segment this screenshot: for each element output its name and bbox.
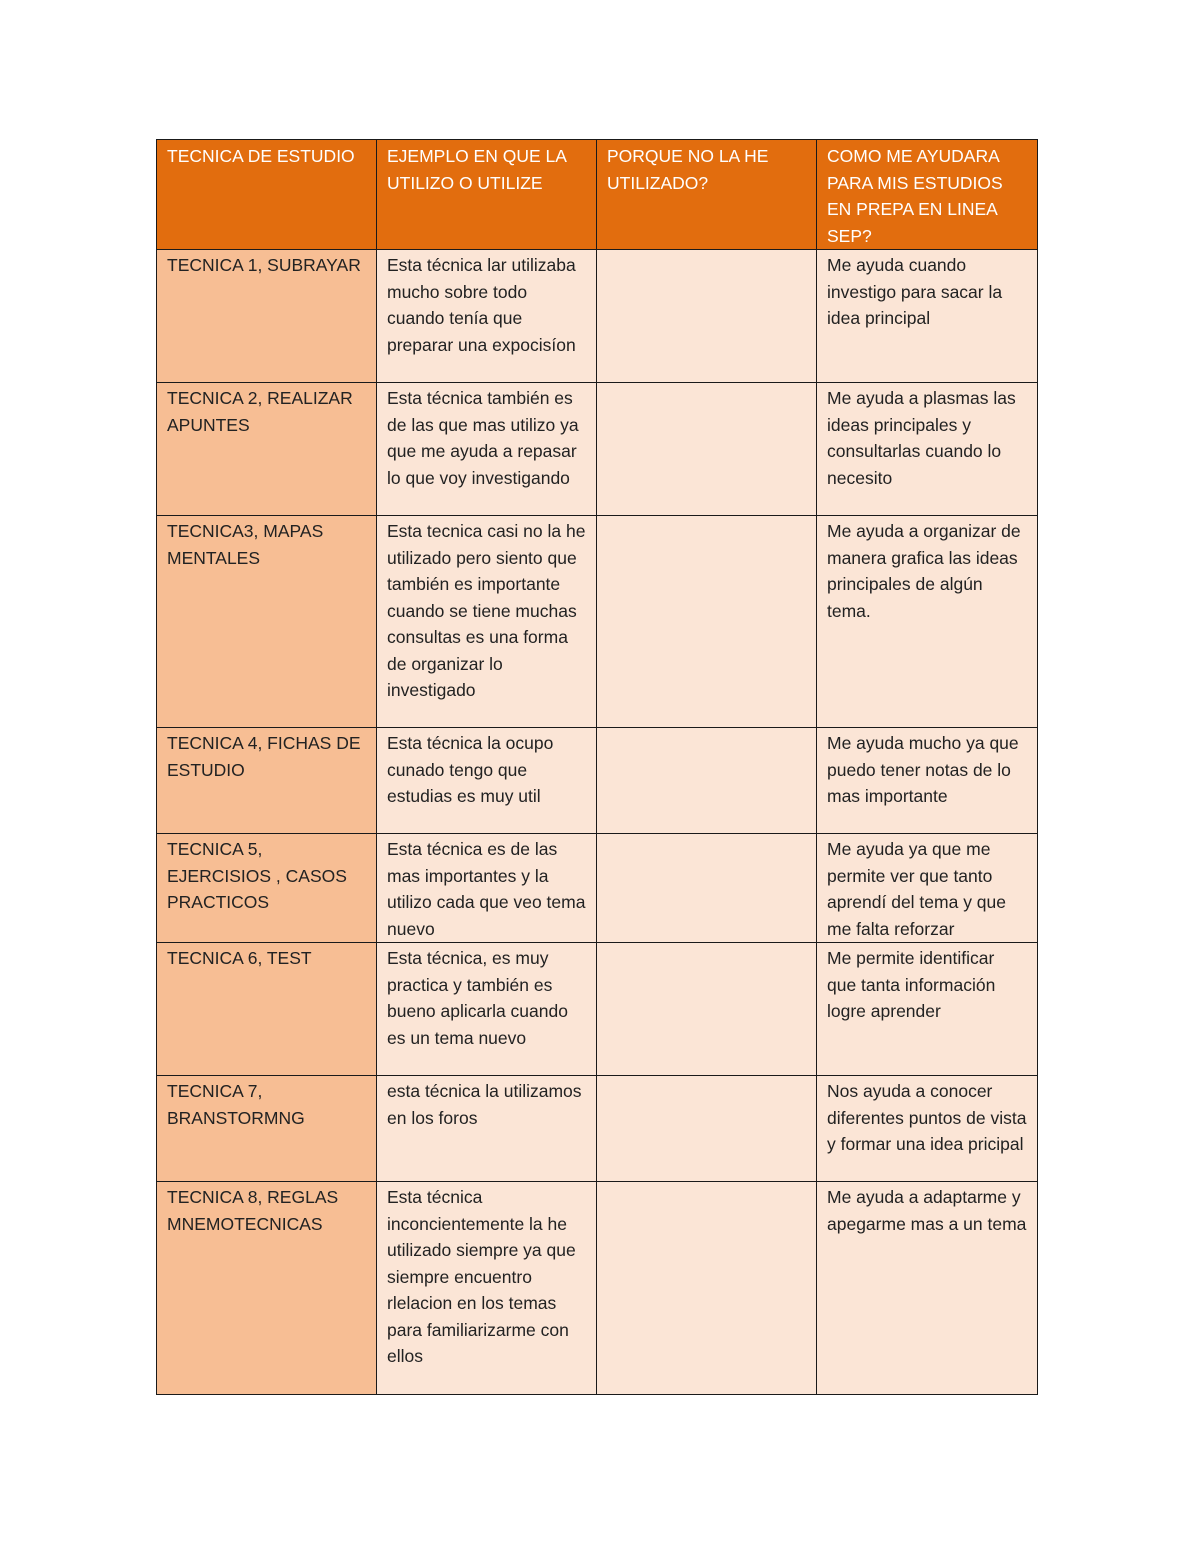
example-cell: Esta técnica lar utilizaba mucho sobre todo cuando tenía que preparar una expocisíon xyxy=(377,250,597,383)
how-helps-cell: Me permite identificar que tanta información logre aprender xyxy=(817,943,1038,1076)
why-not-cell xyxy=(597,728,817,834)
technique-cell: TECNICA 8, REGLAS MNEMOTECNICAS xyxy=(157,1182,377,1395)
example-cell: Esta técnica, es muy practica y también es bueno aplicarla cuando es un tema nuevo xyxy=(377,943,597,1076)
technique-cell: TECNICA 2, REALIZAR APUNTES xyxy=(157,383,377,516)
example-cell: Esta técnica la ocupo cunado tengo que estudias es muy util xyxy=(377,728,597,834)
example-cell: Esta tecnica casi no la he utilizado pero siento que también es importante cuando se tiene muchas consultas es una forma de organizar lo investigado xyxy=(377,516,597,728)
why-not-cell xyxy=(597,1076,817,1182)
technique-cell: TECNICA 4, FICHAS DE ESTUDIO xyxy=(157,728,377,834)
table-row xyxy=(157,834,1038,943)
table-row xyxy=(157,250,1038,383)
how-helps-cell: Me ayuda mucho ya que puedo tener notas de lo mas importante xyxy=(817,728,1038,834)
why-not-cell xyxy=(597,383,817,516)
why-not-cell xyxy=(597,250,817,383)
table-row xyxy=(157,516,1038,728)
why-not-cell xyxy=(597,943,817,1076)
example-cell: Esta técnica inconcientemente la he utilizado siempre ya que siempre encuentro rlelacion en los temas para familiarizarme con ellos xyxy=(377,1182,597,1395)
table-header-row xyxy=(157,140,1038,250)
example-cell: Esta técnica es de las mas importantes y la utilizo cada que veo tema nuevo xyxy=(377,834,597,943)
how-helps-cell: Me ayuda ya que me permite ver que tanto aprendí del tema y que me falta reforzar xyxy=(817,834,1038,943)
table-row xyxy=(157,1076,1038,1182)
why-not-cell xyxy=(597,1182,817,1395)
how-helps-cell: Me ayuda cuando investigo para sacar la idea principal xyxy=(817,250,1038,383)
header-example: EJEMPLO EN QUE LA UTILIZO O UTILIZE xyxy=(377,140,597,250)
technique-cell: TECNICA 5, EJERCISIOS , CASOS PRACTICOS xyxy=(157,834,377,943)
table-row xyxy=(157,1182,1038,1395)
how-helps-cell: Me ayuda a organizar de manera grafica las ideas principales de algún tema. xyxy=(817,516,1038,728)
technique-cell: TECNICA3, MAPAS MENTALES xyxy=(157,516,377,728)
how-helps-cell: Me ayuda a plasmas las ideas principales y consultarlas cuando lo necesito xyxy=(817,383,1038,516)
header-technique: TECNICA DE ESTUDIO xyxy=(157,140,377,250)
how-helps-cell: Me ayuda a adaptarme y apegarme mas a un tema xyxy=(817,1182,1038,1395)
table-row xyxy=(157,943,1038,1076)
why-not-cell xyxy=(597,834,817,943)
technique-cell: TECNICA 7, BRANSTORMNG xyxy=(157,1076,377,1182)
how-helps-cell: Nos ayuda a conocer diferentes puntos de vista y formar una idea pricipal xyxy=(817,1076,1038,1182)
study-techniques-table xyxy=(156,139,1038,1395)
table-row xyxy=(157,728,1038,834)
why-not-cell xyxy=(597,516,817,728)
technique-cell: TECNICA 1, SUBRAYAR xyxy=(157,250,377,383)
example-cell: esta técnica la utilizamos en los foros xyxy=(377,1076,597,1182)
header-how-helps: COMO ME AYUDARA PARA MIS ESTUDIOS EN PREPA EN LINEA SEP? xyxy=(817,140,1038,250)
table-row xyxy=(157,383,1038,516)
technique-cell: TECNICA 6, TEST xyxy=(157,943,377,1076)
example-cell: Esta técnica también es de las que mas utilizo ya que me ayuda a repasar lo que voy investigando xyxy=(377,383,597,516)
header-why-not: PORQUE NO LA HE UTILIZADO? xyxy=(597,140,817,250)
